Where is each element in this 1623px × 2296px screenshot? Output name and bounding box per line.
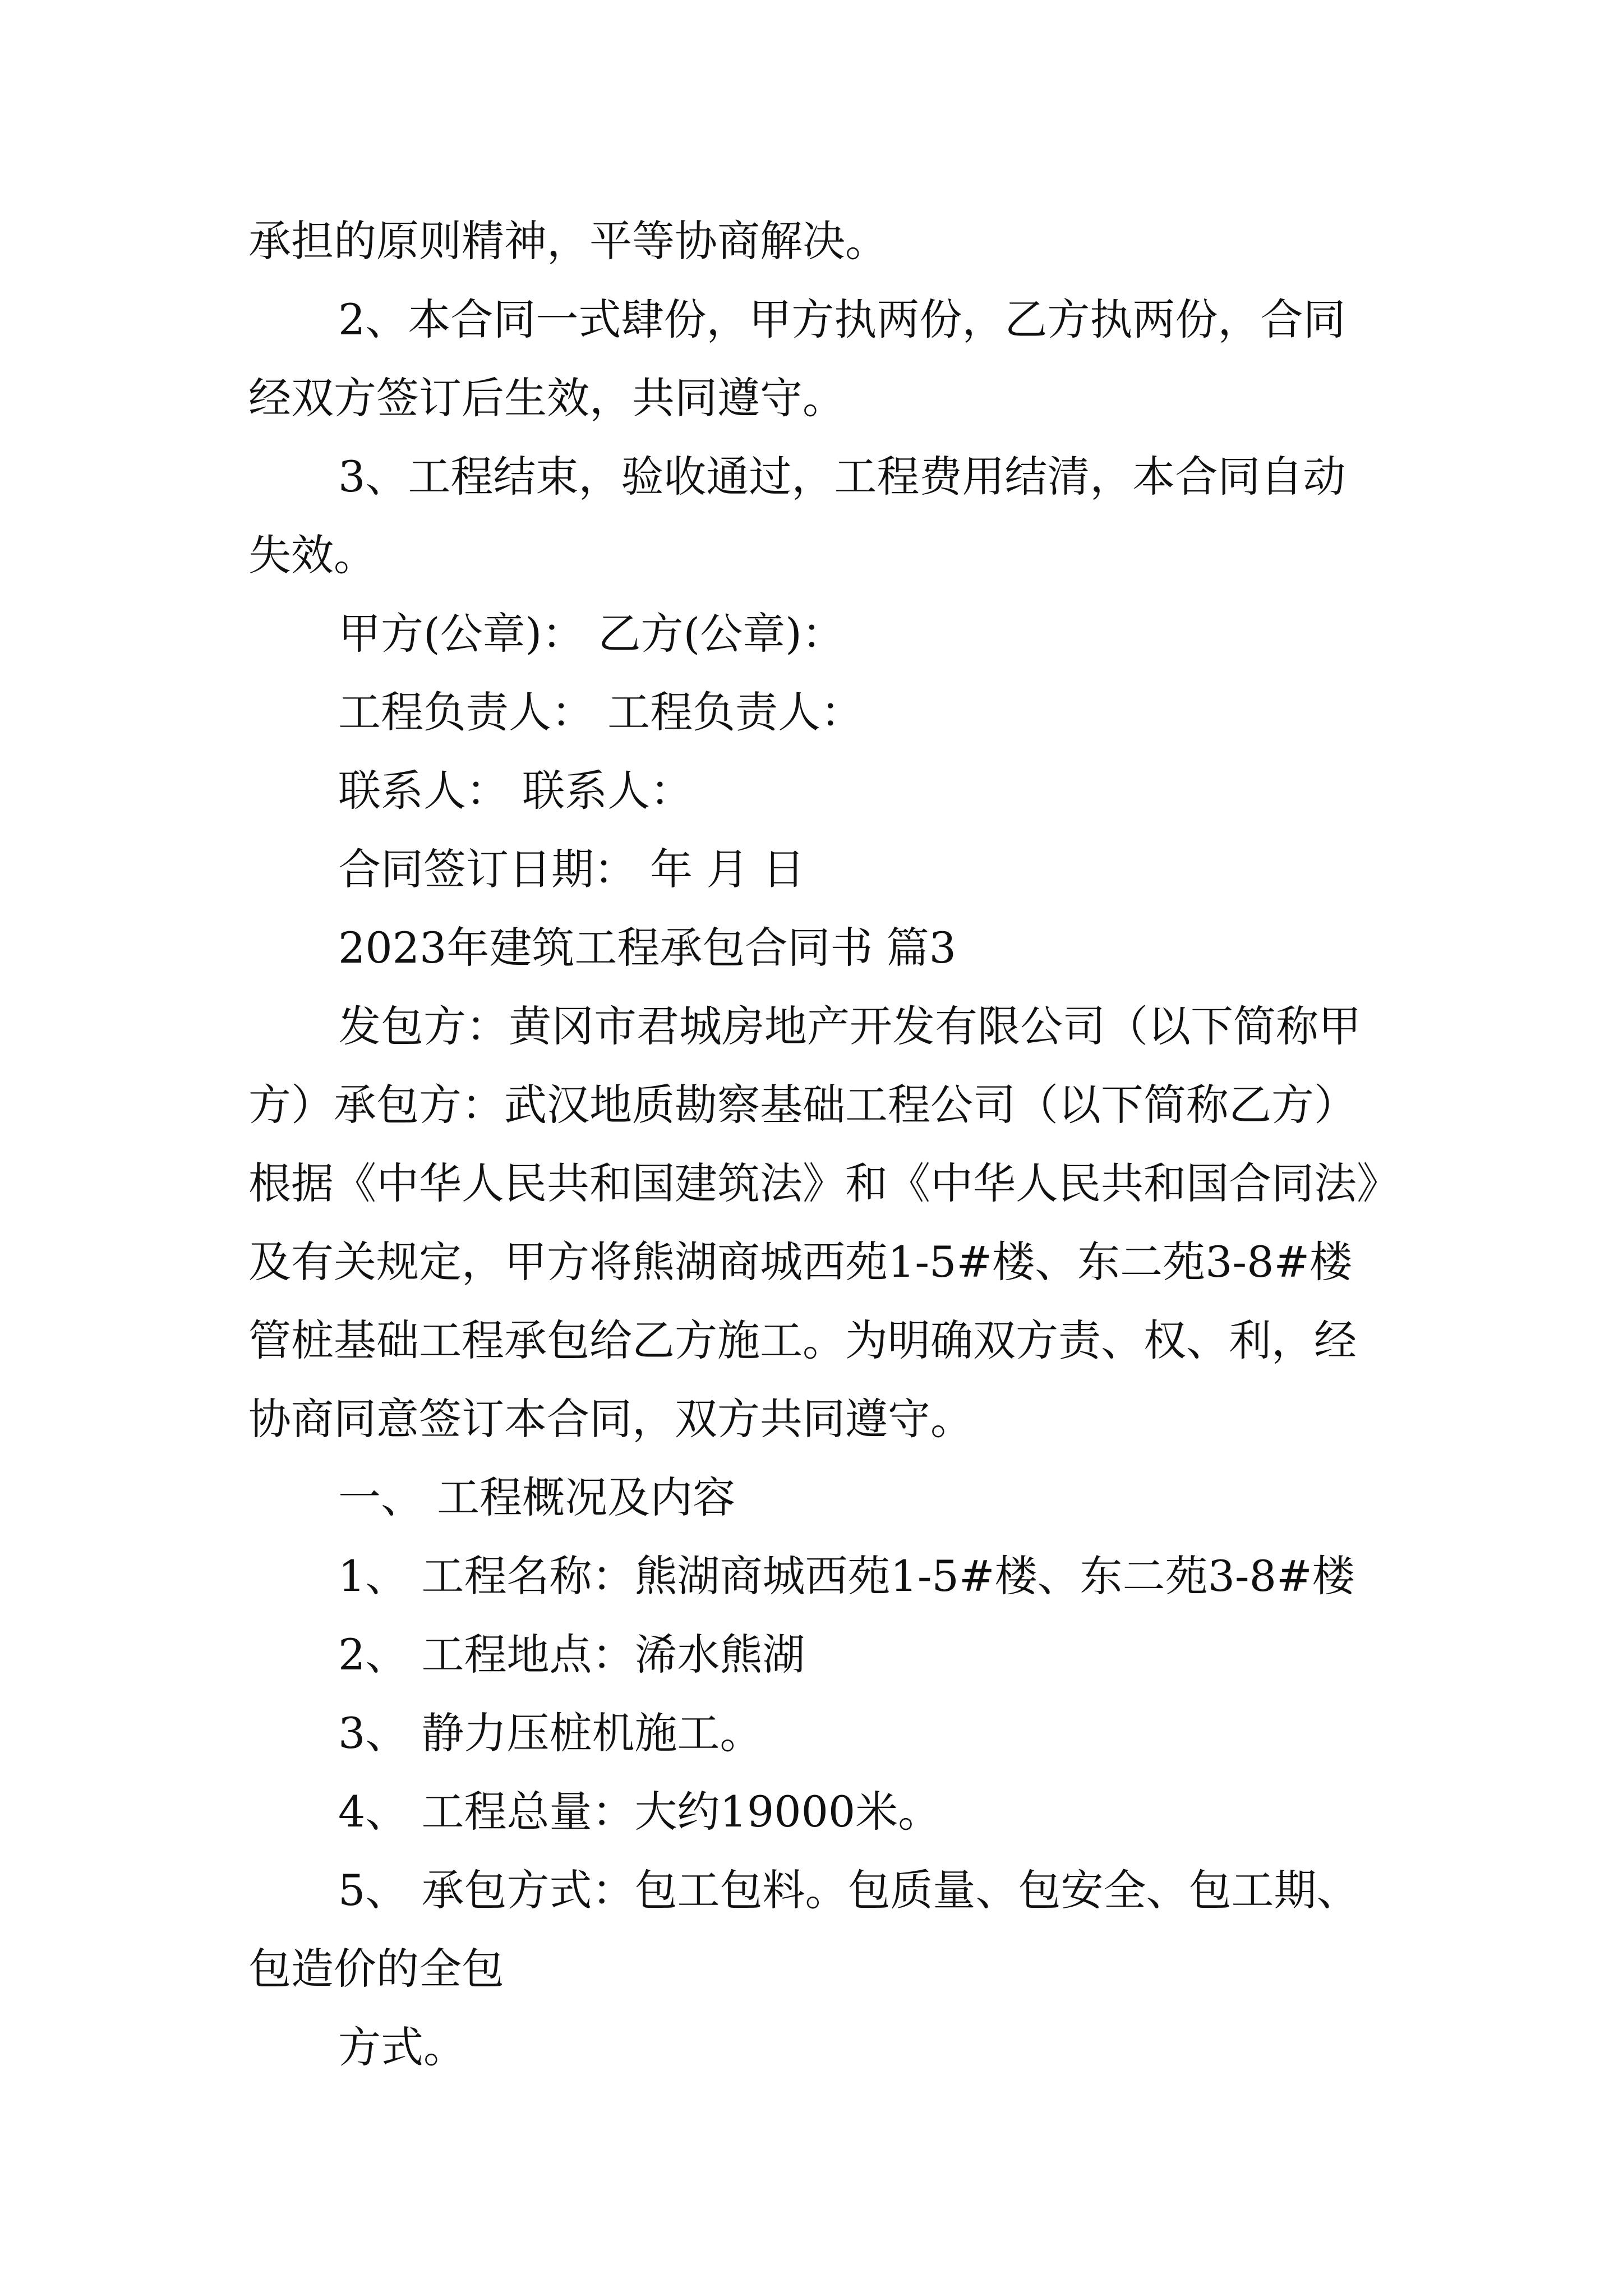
text-line: 甲方(公章)： 乙方(公章)：: [338, 609, 845, 659]
text-line: 一、 工程概况及内容: [338, 1473, 736, 1522]
text-line: 承担的原则精神，平等协商解决。: [248, 216, 888, 266]
text-line: 发包方：黄冈市君城房地产开发有限公司（以下简称甲: [338, 1001, 1361, 1051]
text-line: 合同签订日期： 年 月 日: [338, 844, 805, 894]
section-heading: 2023年建筑工程承包合同书 篇3: [338, 923, 956, 973]
text-line: 工程负责人： 工程负责人：: [338, 687, 864, 737]
text-line: 3、 静力压桩机施工。: [338, 1708, 763, 1758]
text-line: 包造价的全包: [248, 1944, 504, 1994]
text-line: 2、本合同一式肆份，甲方执两份，乙方执两份，合同: [338, 295, 1346, 344]
text-line: 3、工程结束，验收通过，工程费用结清，本合同自动: [338, 452, 1346, 501]
text-line: 2、 工程地点：浠水熊湖: [338, 1630, 805, 1680]
text-line: 4、 工程总量：大约19000米。: [338, 1787, 941, 1837]
text-line: 及有关规定，甲方将熊湖商城西苑1-5#楼、东二苑3-8#楼: [248, 1237, 1353, 1287]
text-line: 失效。: [248, 530, 376, 580]
text-line: 管桩基础工程承包给乙方施工。为明确双方责、权、利，经: [248, 1315, 1357, 1365]
text-line: 经双方签订后生效，共同遵守。: [248, 373, 845, 423]
text-line: 根据《中华人民共和国建筑法》和《中华人民共和国合同法》: [248, 1158, 1399, 1208]
text-line: 5、 承包方式：包工包料。包质量、包安全、包工期、: [338, 1865, 1359, 1915]
text-line: 1、 工程名称：熊湖商城西苑1-5#楼、东二苑3-8#楼: [338, 1551, 1355, 1601]
text-line: 方式。: [338, 2022, 466, 2072]
text-line: 联系人： 联系人：: [338, 766, 693, 816]
text-line: 协商同意签订本合同，双方共同遵守。: [248, 1394, 973, 1444]
text-line: 方）承包方：武汉地质勘察基础工程公司（以下简称乙方）: [248, 1080, 1357, 1130]
